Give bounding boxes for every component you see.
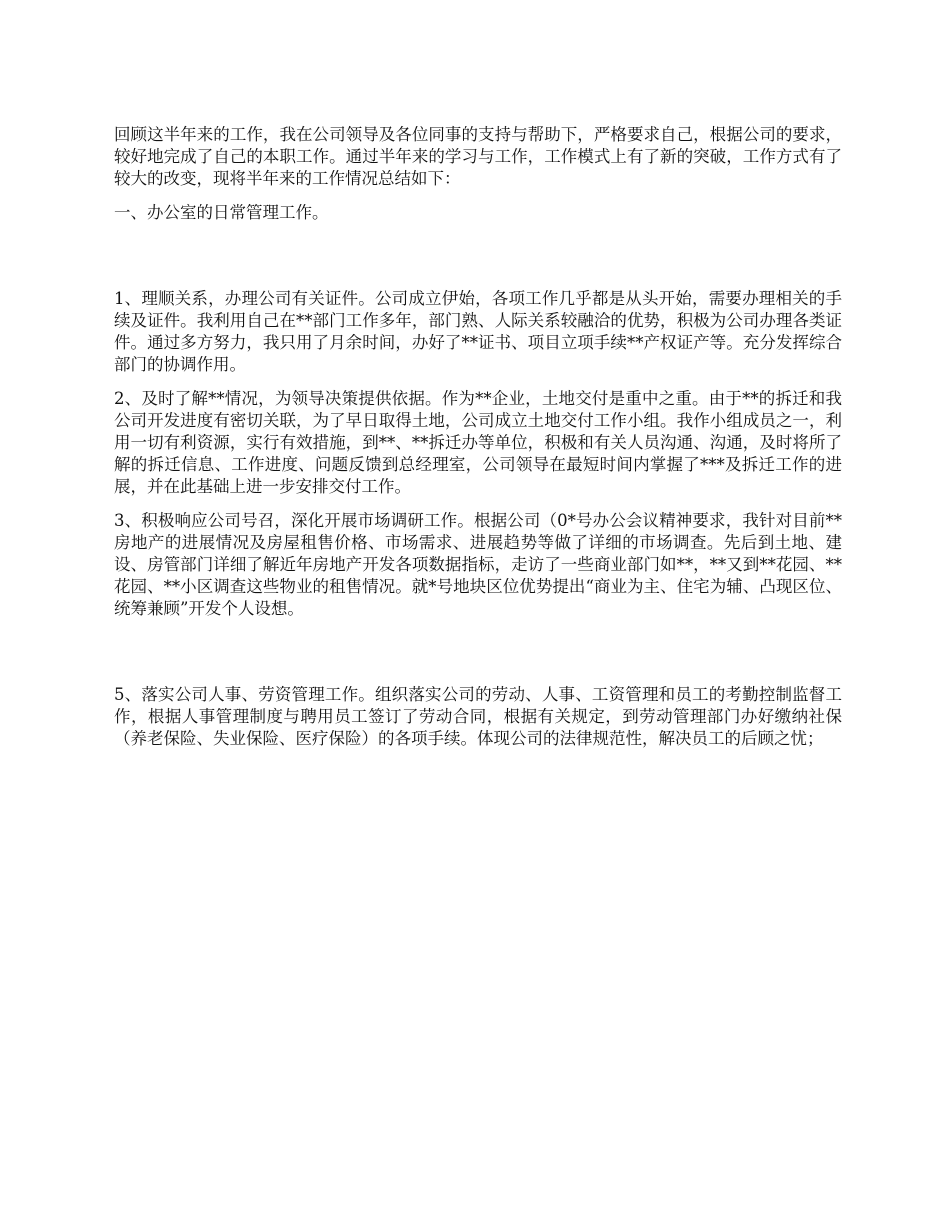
item-3-paragraph: 3、积极响应公司号召，深化开展市场调研工作。根据公司（0*号办公会议精神要求，我针对目前**房地产的进展情况及房屋租售价格、市场需求、进展趋势等做了详细的市场调查。先后到土地、建设、房管部门详细了解近年房地产开发各项数据指标，走访了一些商业部门如**，**又到**花园、**花园、**小区调查这些物业的租售情况。就*号地块区位优势提出“商业为主、住宅为辅、凸现区位、统筹兼顾”开发个人设想。	[114, 511, 842, 618]
item-1-paragraph: 1、理顺关系，办理公司有关证件。公司成立伊始，各项工作几乎都是从头开始，需要办理相关的手续及证件。我利用自己在**部门工作多年，部门熟、人际关系较融洽的优势，积极为公司办理各类证件。通过多方努力，我只用了月余时间，办好了**证书、项目立项手续**产权证产等。充分发挥综合部门的协调作用。	[114, 289, 842, 374]
blank-space	[114, 236, 842, 288]
blank-space	[114, 632, 842, 684]
intro-paragraph: 回顾这半年来的工作，我在公司领导及各位同事的支持与帮助下，严格要求自己，根据公司的要求，较好地完成了自己的本职工作。通过半年来的学习与工作，工作模式上有了新的突破，工作方式有了较大的改变，现将半年来的工作情况总结如下：	[114, 125, 842, 188]
section-heading: 一、办公室的日常管理工作。	[114, 203, 329, 222]
document-page	[114, 124, 842, 762]
item-5-paragraph: 5、落实公司人事、劳资管理工作。组织落实公司的劳动、人事、工资管理和员工的考勤控制监督工作，根据人事管理制度与聘用员工签订了劳动合同，根据有关规定，到劳动管理部门办好缴纳社保（养老保险、失业保险、医疗保险）的各项手续。体现公司的法律规范性，解决员工的后顾之忧；	[114, 685, 842, 748]
item-2-paragraph: 2、及时了解**情况，为领导决策提供依据。作为**企业，土地交付是重中之重。由于**的拆迁和我公司开发进度有密切关联，为了早日取得土地，公司成立土地交付工作小组。我作小组成员之一，利用一切有利资源，实行有效措施，到**、**拆迁办等单位，积极和有关人员沟通、沟通，及时将所了解的拆迁信息、工作进度、问题反馈到总经理室，公司领导在最短时间内掌握了***及拆迁工作的进展，并在此基础上进一步安排交付工作。	[114, 389, 842, 496]
